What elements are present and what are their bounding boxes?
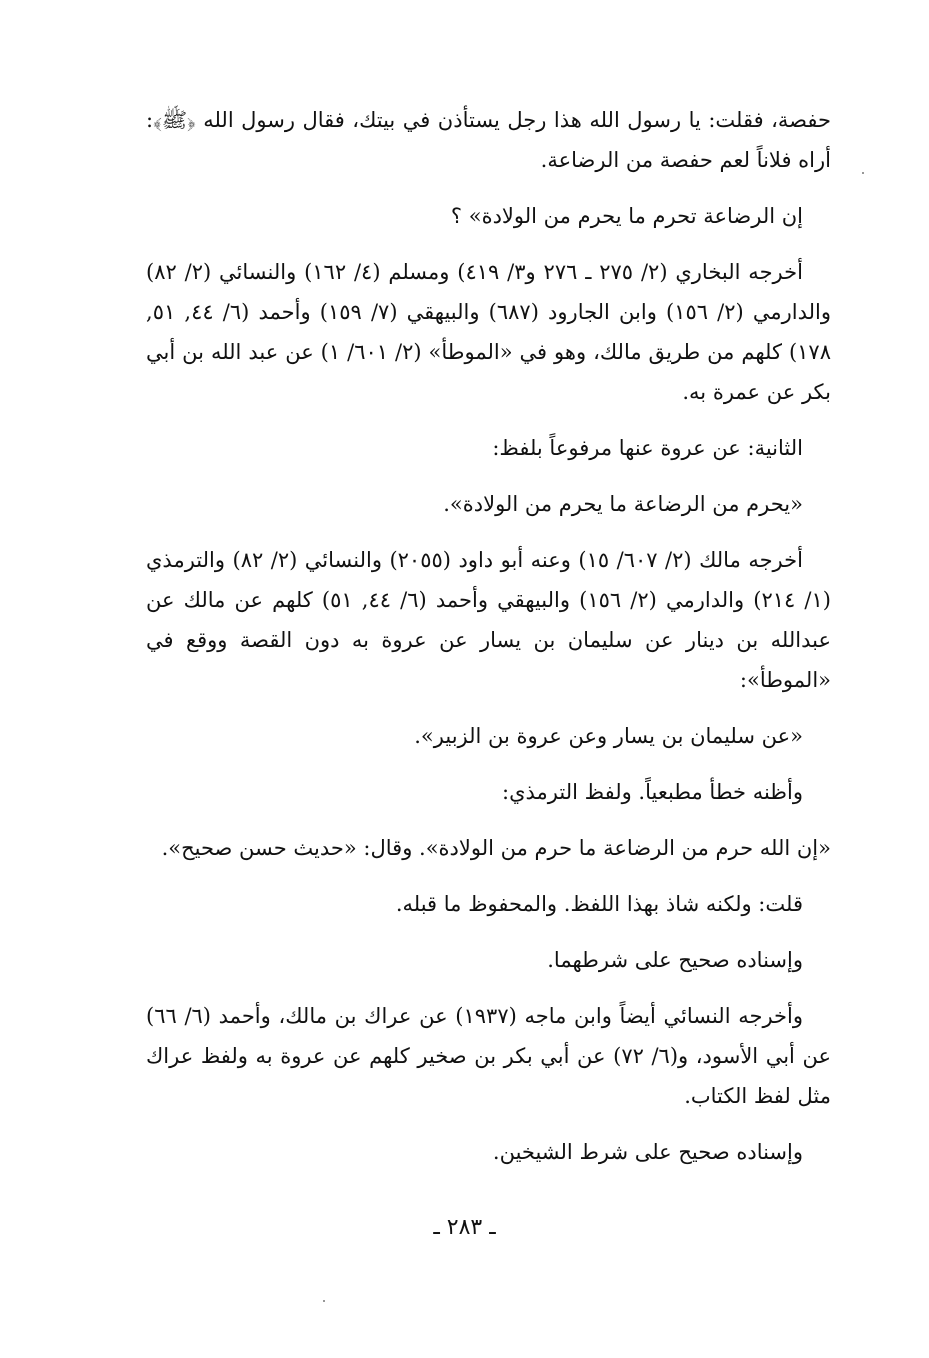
paragraph-hadith-wording: «يحرم من الرضاعة ما يحرم من الولادة».: [443, 492, 803, 516]
page-number: ـ ٢٨٣ ـ: [433, 1215, 496, 1240]
scan-speck: [862, 172, 864, 174]
paragraph-shadh-note: قلت: ولكنه شاذ بهذا اللفظ. والمحفوظ ما قبله.: [395, 892, 803, 916]
paragraph-isnad-shaykhayn: وإسناده صحيح على شرط الشيخين.: [492, 1140, 803, 1164]
paragraph-continuation-hafsa: حفصة، فقلت: يا رسول الله هذا رجل يستأذن في بيتك، فقال رسول الله ﴿ﷺ﴾: أراه فلاناً لعم حفصة من الرضاعة.: [146, 108, 831, 172]
paragraph-takhrij-malik: أخرجه مالك (٢/ ٦٠٧/ ١٥) وعنه أبو داود (٢٠٥٥) والنسائي (٢/ ٨٢) والترمذي (١/ ٢١٤) والدارمي (٢/ ١٥٦) والبيهقي وأحمد (٦/ ٤٤, ٥١) كلهم عن مالك عن عبدالله بن دينار عن سليمان بن يسار عن عروة به دون القصة ووقع في «الموطأ»:: [146, 548, 831, 692]
scan-speck: [323, 1300, 325, 1302]
paragraph-takhrij-nasai: وأخرجه النسائي أيضاً وابن ماجه (١٩٣٧) عن عراك بن مالك، وأحمد (٦/ ٦٦) عن أبي الأسود، و(٦/ ٧٢) عن أبي بكر بن صخير كلهم عن عروة به ولفظ عراك مثل لفظ الكتاب.: [146, 1004, 831, 1108]
paragraph-isnad-sahih: وإسناده صحيح على شرطهما.: [547, 948, 803, 972]
paragraph-muwatta-quote: «عن سليمان بن يسار وعن عروة بن الزبير».: [414, 724, 803, 748]
main-text-column: [146, 100, 831, 1188]
paragraph-second-route: الثانية: عن عروة عنها مرفوعاً بلفظ:: [492, 436, 803, 460]
paragraph-printing-error-note: وأظنه خطأ مطبعياً. ولفظ الترمذي:: [502, 780, 803, 804]
paragraph-tirmidhi-wording: «إن الله حرم من الرضاعة ما حرم من الولادة». وقال: «حديث حسن صحيح».: [161, 836, 831, 860]
paragraph-hadith-quote-end: إن الرضاعة تحرم ما يحرم من الولادة» ؟: [450, 204, 803, 228]
paragraph-takhrij-first: أخرجه البخاري (٢/ ٢٧٥ ـ ٢٧٦ و٣/ ٤١٩) ومسلم (٤/ ١٦٢) والنسائي (٢/ ٨٢) والدارمي (٢/ ١٥٦) وابن الجارود (٦٨٧) والبيهقي (٧/ ١٥٩) وأحمد (٦/ ٤٤, ٥١, ١٧٨) كلهم من طريق مالك، وهو في «الموطأ» (٢/ ٦٠١/ ١) عن عبد الله بن أبي بكر عن عمرة به.: [146, 260, 831, 404]
